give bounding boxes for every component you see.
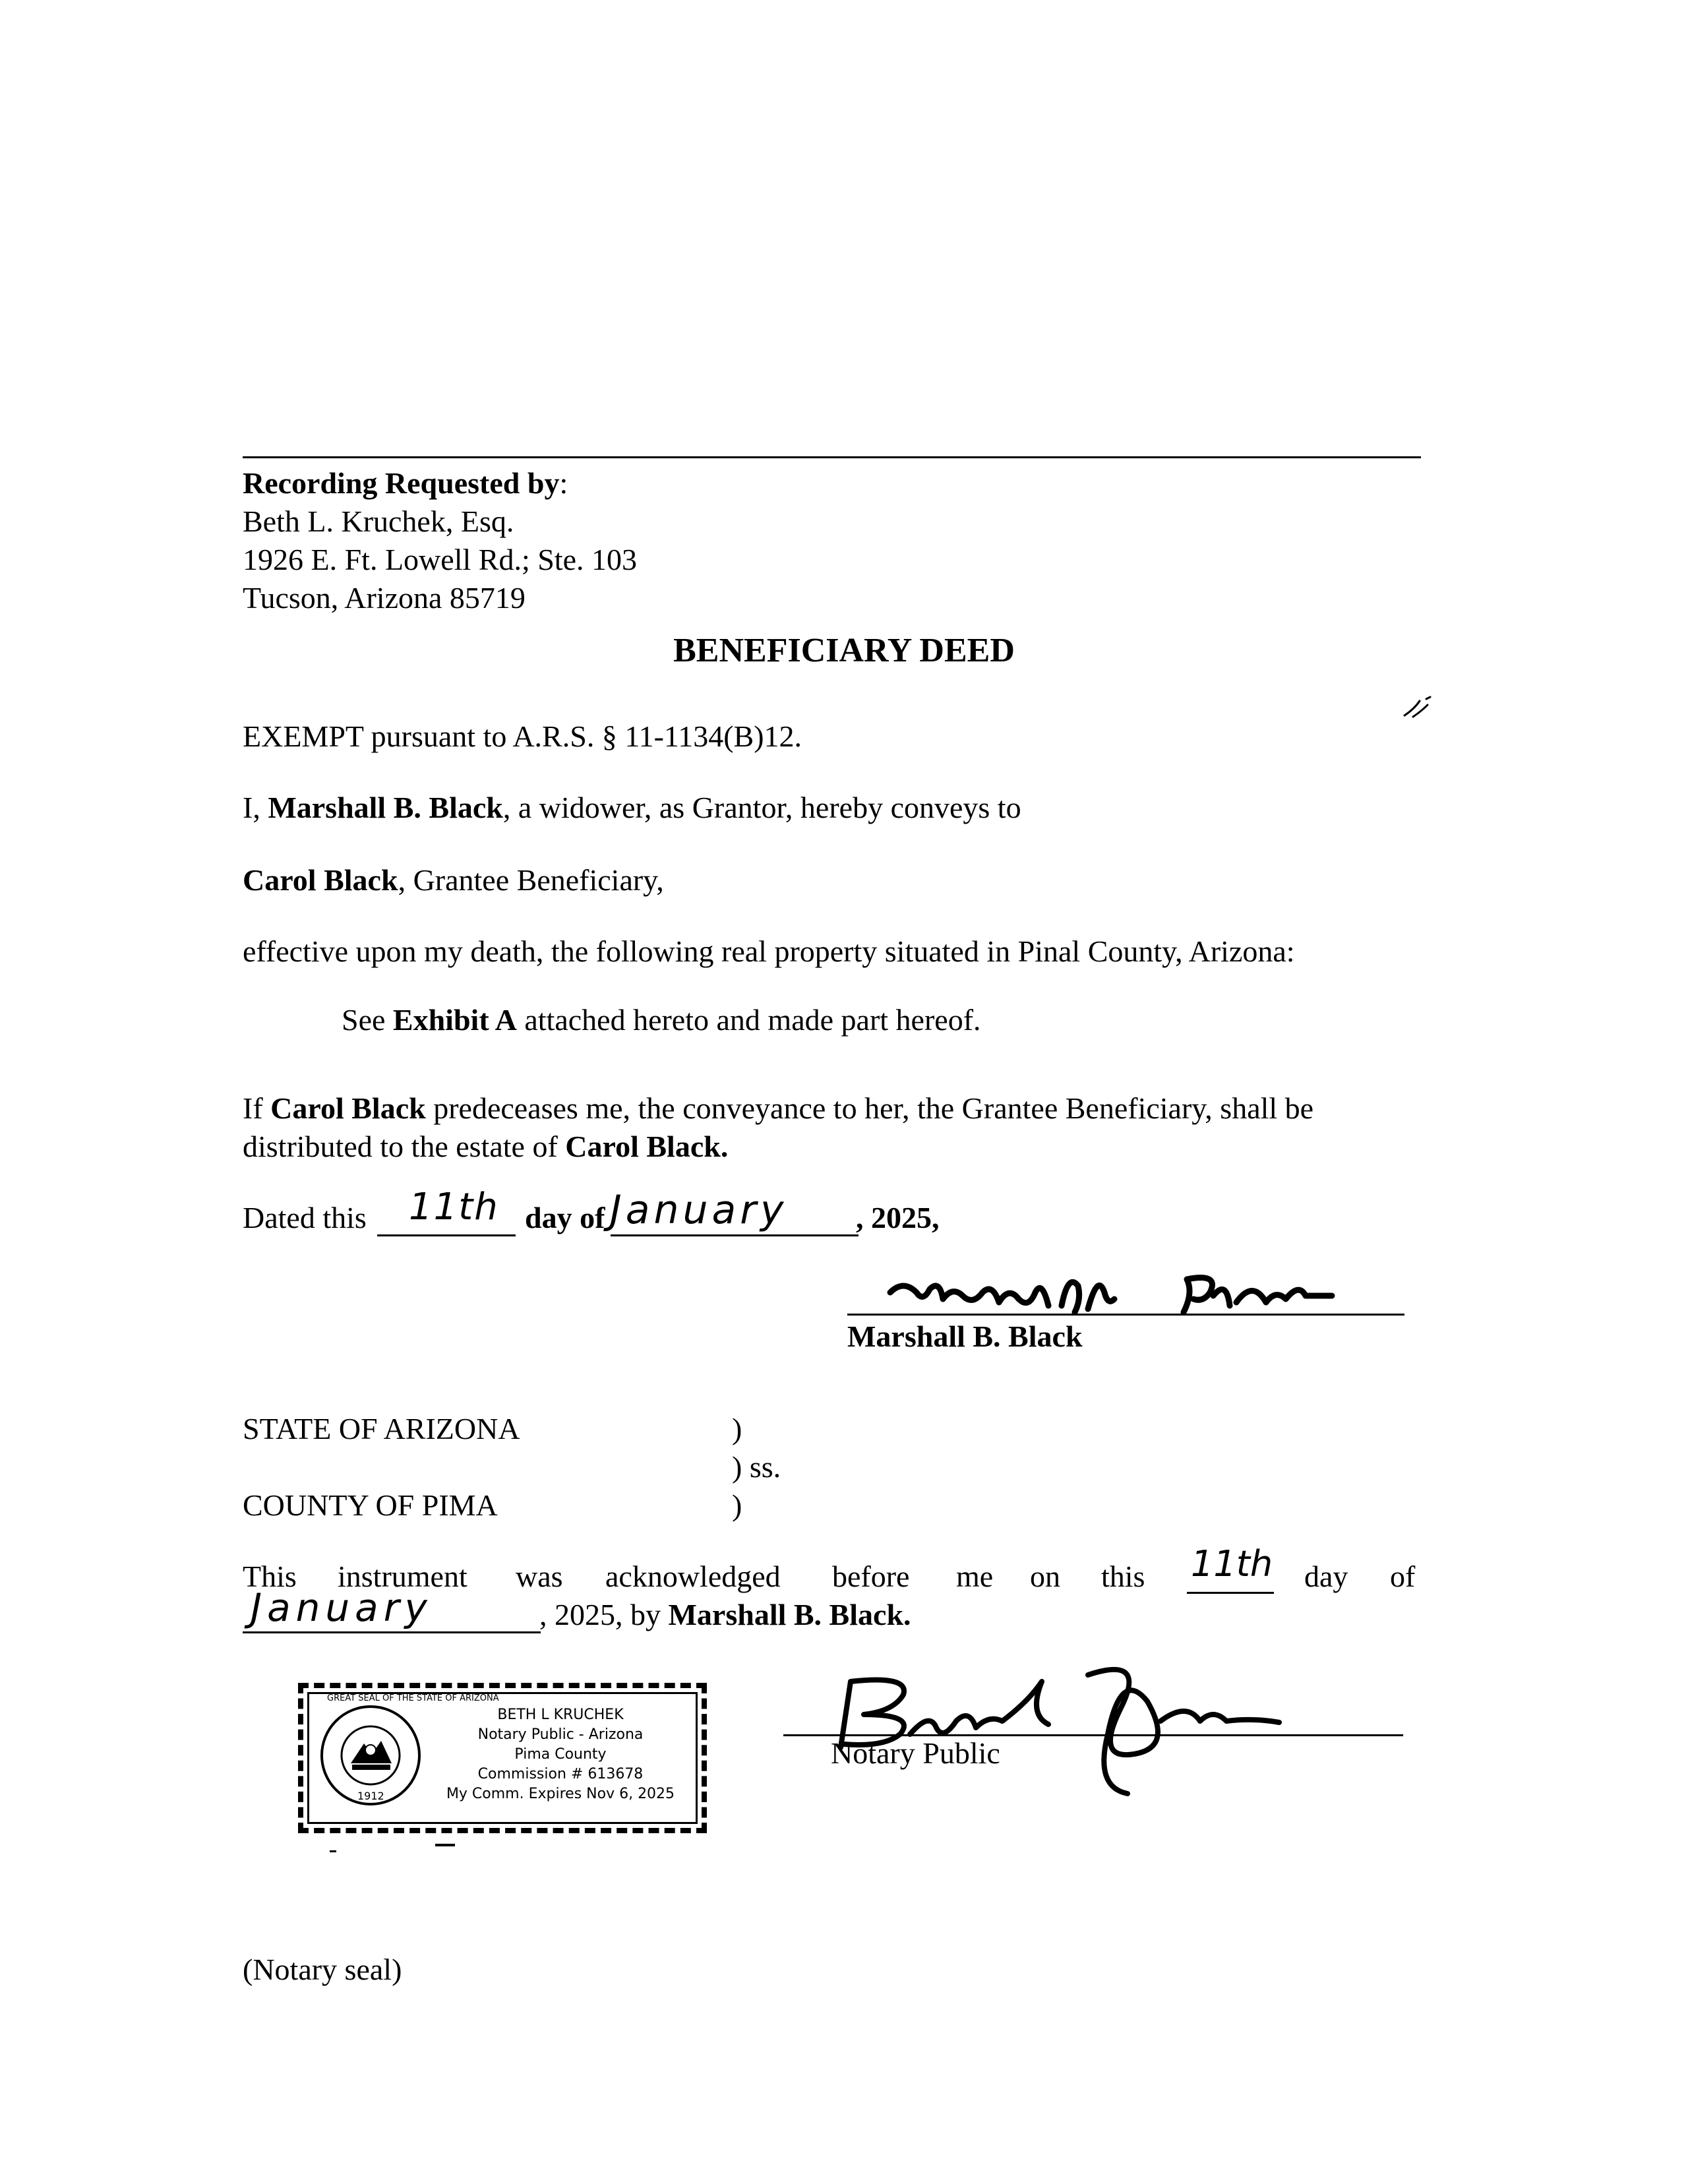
dated-day-handwritten: 11th bbox=[409, 1186, 499, 1228]
ack-day-label: day bbox=[1304, 1560, 1348, 1593]
seal-text: GREAT SEAL OF THE STATE OF ARIZONA bbox=[327, 1693, 499, 1703]
ack-month-handwritten: January bbox=[251, 1585, 433, 1630]
ack-word-1: This bbox=[243, 1560, 297, 1593]
exhibit-reference: Exhibit A bbox=[392, 1003, 517, 1037]
dated-pre: Dated this bbox=[243, 1201, 367, 1234]
recording-address-line2: Tucson, Arizona 85719 bbox=[243, 581, 526, 615]
dated-day-of: day of bbox=[525, 1201, 605, 1234]
venue-paren-3: ) bbox=[732, 1488, 742, 1522]
grantor-line: I, Marshall B. Black, a widower, as Grantor, hereby conveys to bbox=[243, 791, 1021, 824]
ack-day-blank bbox=[1187, 1592, 1274, 1594]
grantee-name: Carol Black bbox=[243, 863, 398, 897]
effective-statement: effective upon my death, the following real property situated in Pinal County, Arizona: bbox=[243, 934, 1295, 968]
stamp-notary-title: Notary Public - Arizona bbox=[477, 1726, 644, 1743]
signer-name: Marshall B. Black bbox=[847, 1320, 1083, 1353]
ack-word-7: on bbox=[1030, 1560, 1060, 1593]
grantee-line: Carol Black, Grantee Beneficiary, bbox=[243, 863, 664, 897]
ack-year-by: , 2025, by Marshall B. Black. bbox=[539, 1598, 911, 1631]
ack-word-5: before bbox=[832, 1560, 910, 1593]
recording-address-line1: 1926 E. Ft. Lowell Rd.; Ste. 103 bbox=[243, 543, 637, 576]
predecease-clause-line1: If Carol Black predeceases me, the conveyance to her, the Grantee Beneficiary, shall be bbox=[243, 1091, 1314, 1125]
notary-stamp-text bbox=[429, 1705, 692, 1804]
ack-word-4: acknowledged bbox=[605, 1560, 781, 1593]
stamp-expiration: My Comm. Expires Nov 6, 2025 bbox=[446, 1786, 675, 1802]
stamp-notary-name: BETH L KRUCHEK bbox=[497, 1707, 624, 1723]
dated-month-handwritten: January bbox=[610, 1187, 788, 1233]
notary-stamp bbox=[298, 1683, 707, 1833]
top-rule bbox=[243, 456, 1421, 458]
ack-word-6: me bbox=[956, 1560, 994, 1593]
notary-signature bbox=[778, 1649, 1411, 1807]
predecease-clause-line2: distributed to the estate of Carol Black. bbox=[243, 1130, 729, 1163]
stamp-county: Pima County bbox=[514, 1746, 607, 1763]
venue-state: STATE OF ARIZONA bbox=[243, 1412, 520, 1445]
ack-month-blank bbox=[243, 1631, 541, 1633]
deed-title: BENEFICIARY DEED bbox=[673, 632, 1015, 669]
notary-seal-caption: (Notary seal) bbox=[243, 1953, 402, 1986]
ack-of: of bbox=[1390, 1560, 1416, 1593]
ack-day-handwritten: 11th bbox=[1191, 1543, 1273, 1585]
stamp-commission: Commission # 613678 bbox=[477, 1766, 644, 1782]
stamp-smudge bbox=[435, 1844, 455, 1846]
seal-year: 1912 bbox=[357, 1790, 384, 1802]
venue-ss: ) ss. bbox=[732, 1450, 781, 1484]
dated-day-blank bbox=[377, 1234, 516, 1236]
ack-signer-name: Marshall B. Black. bbox=[668, 1598, 911, 1631]
margin-mark bbox=[1401, 696, 1434, 722]
venue-county: COUNTY OF PIMA bbox=[243, 1488, 498, 1522]
notary-public-label: Notary Public bbox=[831, 1736, 1000, 1770]
ack-word-2: instrument bbox=[338, 1560, 467, 1593]
ack-word-8: this bbox=[1101, 1560, 1145, 1593]
recording-name: Beth L. Kruchek, Esq. bbox=[243, 504, 514, 538]
dated-year: , 2025, bbox=[856, 1201, 940, 1234]
ack-word-3: was bbox=[516, 1560, 563, 1593]
grantor-name: Marshall B. Black bbox=[268, 791, 503, 824]
exempt-statement: EXEMPT pursuant to A.R.S. § 11-1134(B)12. bbox=[243, 719, 802, 753]
venue-paren-1: ) bbox=[732, 1412, 742, 1445]
dated-month-blank bbox=[611, 1234, 859, 1236]
recording-requested-label: Recording Requested by: bbox=[243, 466, 568, 500]
exhibit-line: See Exhibit A attached hereto and made part hereof. bbox=[342, 1003, 981, 1037]
stamp-smudge-2 bbox=[330, 1850, 336, 1852]
